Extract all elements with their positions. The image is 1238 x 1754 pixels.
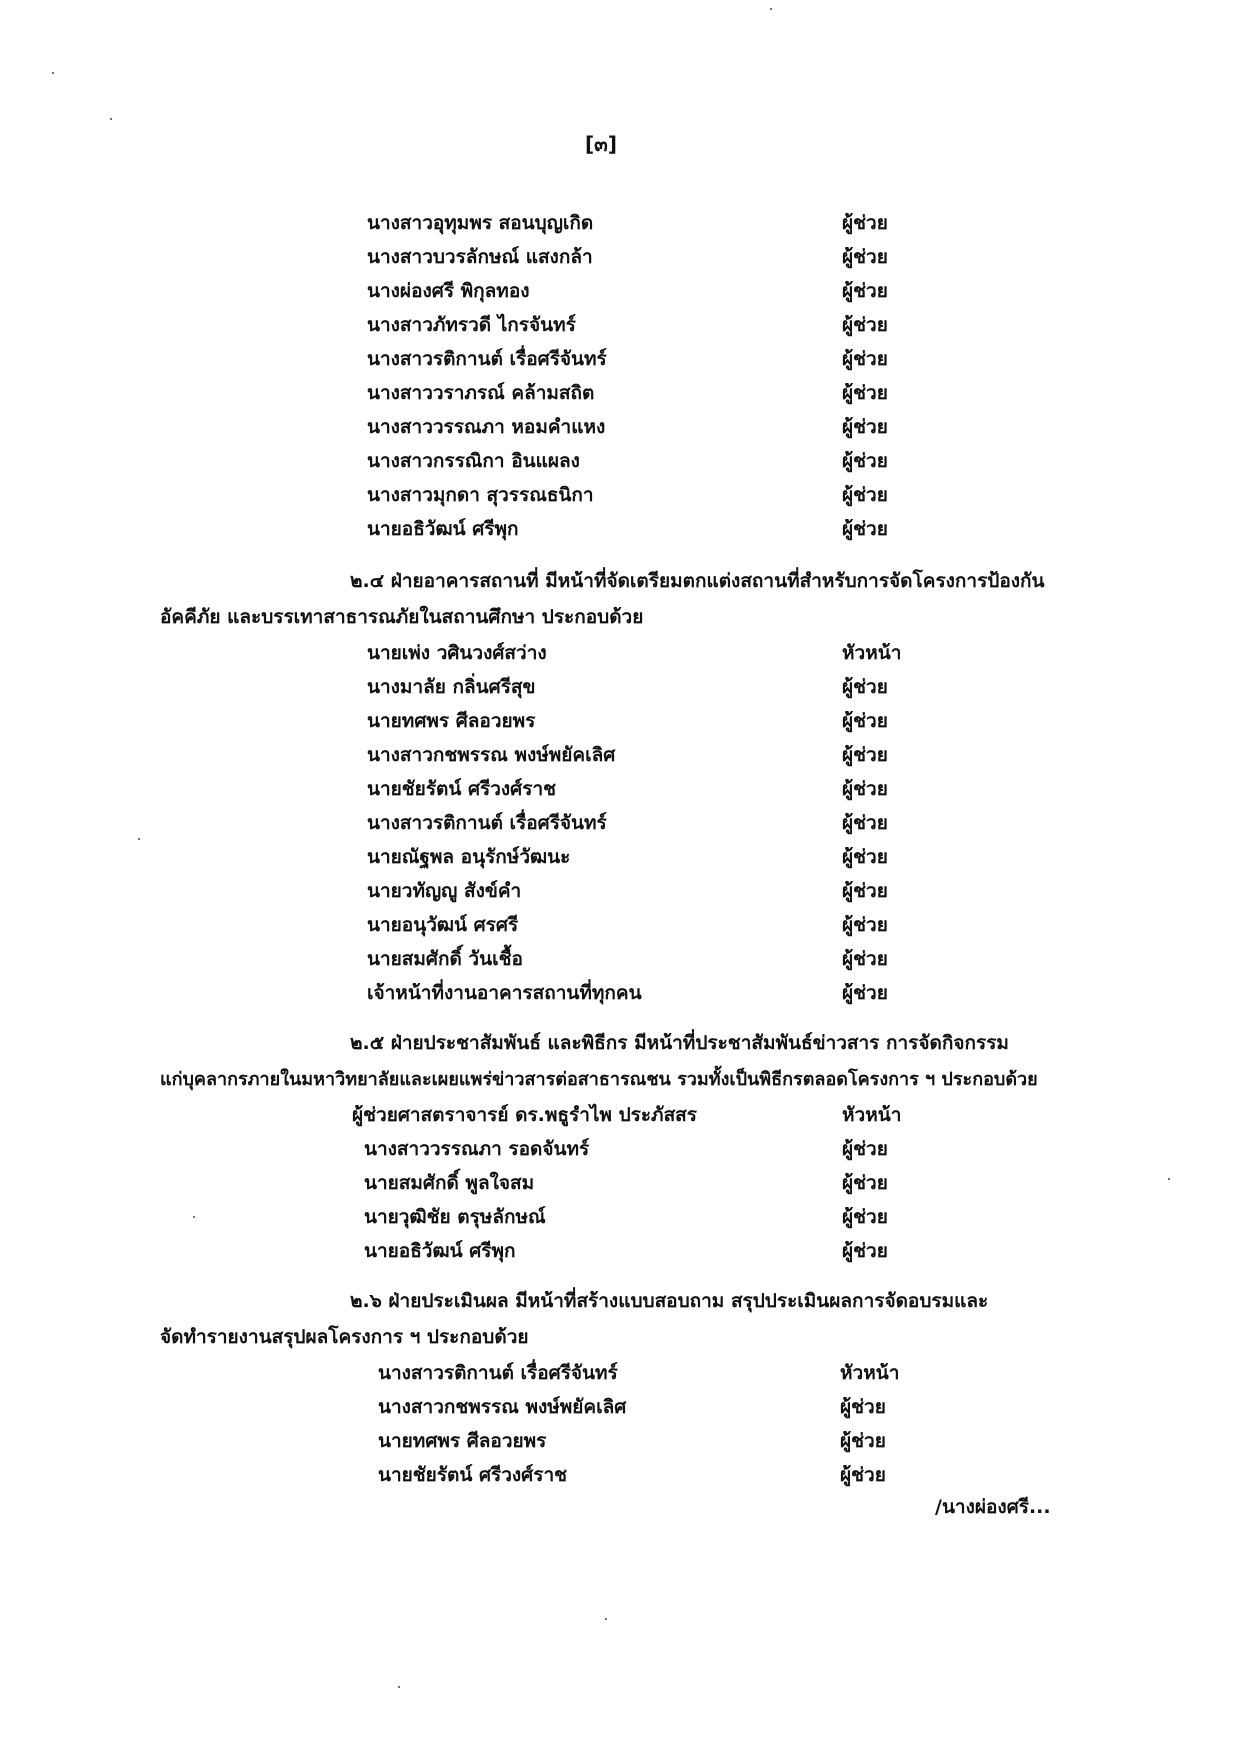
member-name: นายวทัญญู สังข์คำ [367, 880, 522, 902]
member-name: นายวุฒิชัย ตรุษลักษณ์ [364, 1206, 546, 1228]
member-name: นางมาลัย กลิ่นศรีสุข [367, 676, 536, 698]
member-name: นายอนุวัฒน์ ศรศรี [367, 914, 519, 936]
member-role: ผู้ช่วย [842, 314, 888, 336]
member-name: เจ้าหน้าที่งานอาคารสถานที่ทุกคน [367, 982, 642, 1004]
member-role: ผู้ช่วย [842, 812, 888, 834]
member-name: นางสาวกชพรรณ พงษ์พยัคเลิศ [367, 744, 616, 766]
member-role: หัวหน้า [840, 1362, 900, 1384]
member-role: ผู้ช่วย [842, 518, 888, 540]
member-role: ผู้ช่วย [842, 416, 888, 438]
section-heading-continued: แก่บุคลากรภายในมหาวิทยาลัยและเผยแพร่ข่าวสารต่อสาธารณชน รวมทั้งเป็นพิธีกรตลอดโครงการ ฯ ประกอบด้วย [160, 1069, 1038, 1090]
member-role: ผู้ช่วย [842, 382, 888, 404]
member-role: ผู้ช่วย [842, 1138, 888, 1160]
member-name: นายเพ่ง วศินวงศ์สว่าง [367, 642, 547, 664]
member-role: ผู้ช่วย [842, 212, 888, 234]
member-role: ผู้ช่วย [840, 1464, 886, 1486]
member-name: นายสมศักดิ์ พูลใจสม [364, 1172, 535, 1194]
member-name: นางสาวบวรลักษณ์ แสงกล้า [367, 246, 593, 268]
member-name: นางสาวภัทรวดี ไกรจันทร์ [367, 314, 576, 336]
section-heading-continued: จัดทำรายงานสรุปผลโครงการ ฯ ประกอบด้วย [160, 1326, 529, 1348]
member-role: ผู้ช่วย [842, 744, 888, 766]
member-name: นายทศพร ศีลอวยพร [367, 710, 536, 732]
member-name: นายอธิวัฒน์ ศรีพุก [364, 1240, 516, 1262]
member-name: นายชัยรัตน์ ศรีวงศ์ราช [378, 1464, 568, 1486]
scan-speck [52, 72, 54, 74]
scan-speck [138, 838, 140, 840]
member-name: นางสาววรรณภา หอมคำแหง [367, 416, 606, 438]
scan-speck [398, 1686, 400, 1688]
member-role: หัวหน้า [842, 1104, 902, 1126]
scan-speck [770, 8, 772, 10]
member-name: นายณัฐพล อนุรักษ์วัฒนะ [367, 846, 571, 868]
member-role: ผู้ช่วย [842, 982, 888, 1004]
member-name: นางสาววราภรณ์ คล้ามสถิต [367, 382, 595, 404]
scan-speck [605, 1618, 607, 1620]
member-name: นายทศพร ศีลอวยพร [378, 1430, 547, 1452]
member-name: นางสาวอุทุมพร สอนบุญเกิด [367, 212, 594, 234]
member-name: ผู้ช่วยศาสตราจารย์ ดร.พธูรำไพ ประภัสสร [352, 1104, 697, 1126]
member-name: นางสาวกรรณิกา อินแผลง [367, 450, 580, 472]
page-number: [๓] [585, 132, 617, 156]
member-name: นางผ่องศรี พิกุลทอง [367, 280, 530, 302]
member-name: นางสาวรติกานต์ เรื่อศรีจันทร์ [367, 812, 607, 834]
member-name: นางสาวรติกานต์ เรื่อศรีจันทร์ [378, 1362, 618, 1384]
member-role: ผู้ช่วย [842, 1206, 888, 1228]
member-role: ผู้ช่วย [840, 1430, 886, 1452]
member-name: นางสาวมุกดา สุวรรณธนิกา [367, 484, 594, 506]
member-role: ผู้ช่วย [842, 676, 888, 698]
section-heading: ๒.๕ ฝ่ายประชาสัมพันธ์ และพิธีกร มีหน้าที่ประชาสัมพันธ์ข่าวสาร การจัดกิจกรรม [350, 1032, 1009, 1054]
member-role: หัวหน้า [842, 642, 902, 664]
member-name: นายอธิวัฒน์ ศรีพุก [367, 518, 519, 540]
next-page-marker: /นางผ่องศรี... [935, 1496, 1051, 1518]
member-role: ผู้ช่วย [842, 710, 888, 732]
member-role: ผู้ช่วย [842, 484, 888, 506]
member-role: ผู้ช่วย [842, 880, 888, 902]
section-heading: ๒.๔ ฝ่ายอาคารสถานที่ มีหน้าที่จัดเตรียมตกแต่งสถานที่สำหรับการจัดโครงการป้องกัน [350, 570, 1045, 592]
member-name: นางสาวรติกานต์ เรื่อศรีจันทร์ [367, 348, 607, 370]
member-role: ผู้ช่วย [842, 348, 888, 370]
section-heading: ๒.๖ ฝ่ายประเมินผล มีหน้าที่สร้างแบบสอบถาม สรุปประเมินผลการจัดอบรมและ [350, 1290, 989, 1312]
scan-speck [110, 118, 112, 120]
member-name: นางสาวกชพรรณ พงษ์พยัคเลิศ [378, 1396, 627, 1418]
member-role: ผู้ช่วย [840, 1396, 886, 1418]
scan-speck [193, 1216, 195, 1218]
member-role: ผู้ช่วย [842, 280, 888, 302]
member-role: ผู้ช่วย [842, 1172, 888, 1194]
member-role: ผู้ช่วย [842, 778, 888, 800]
member-role: ผู้ช่วย [842, 914, 888, 936]
member-role: ผู้ช่วย [842, 1240, 888, 1262]
member-role: ผู้ช่วย [842, 450, 888, 472]
member-name: นายสมศักดิ์ วันเชื้อ [367, 948, 523, 970]
member-role: ผู้ช่วย [842, 246, 888, 268]
member-role: ผู้ช่วย [842, 948, 888, 970]
member-name: นายชัยรัตน์ ศรีวงศ์ราช [367, 778, 557, 800]
section-heading-continued: อัคคีภัย และบรรเทาสาธารณภัยในสถานศึกษา ประกอบด้วย [160, 606, 644, 628]
member-role: ผู้ช่วย [842, 846, 888, 868]
member-name: นางสาววรรณภา รอดจันทร์ [364, 1138, 590, 1160]
scan-speck [1168, 1178, 1170, 1180]
